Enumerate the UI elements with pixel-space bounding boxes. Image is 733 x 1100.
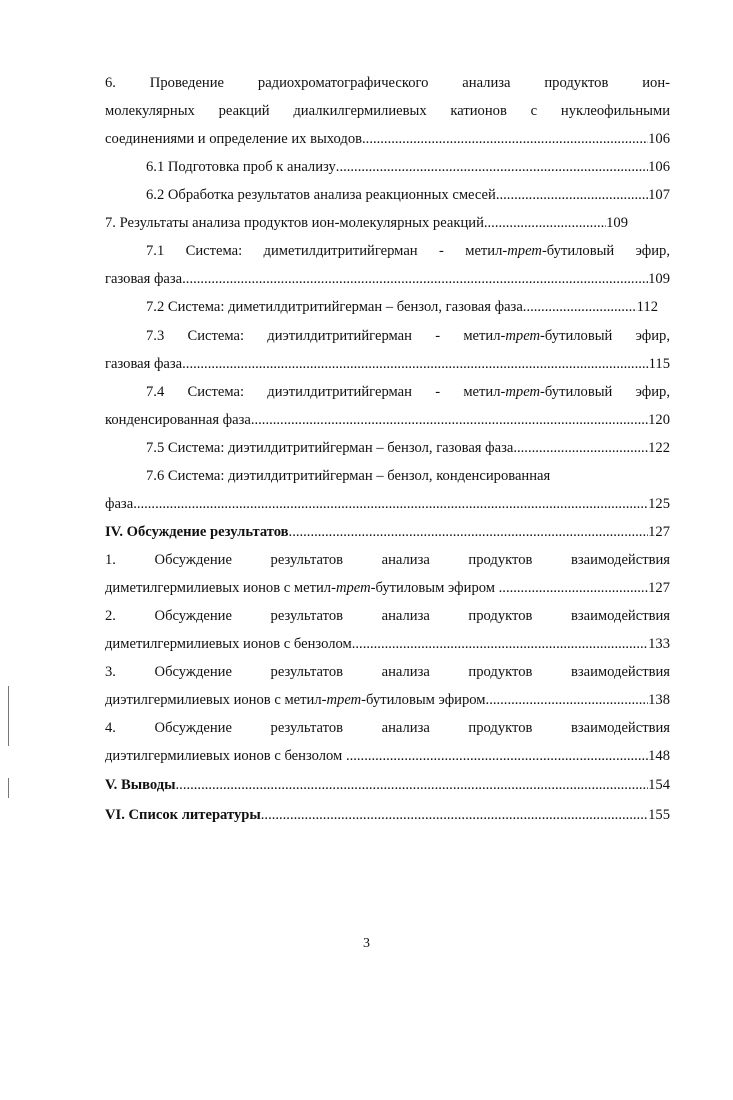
text-segment: -бутиловый эфир, xyxy=(540,384,670,400)
toc-entry-title: 7.5 Система: диэтилдитритийгерман – бензол, газовая фаза xyxy=(146,440,514,456)
toc-entry-title: конденсированная фаза xyxy=(105,412,251,428)
toc-page-number: 109 xyxy=(606,215,628,231)
toc-entry-title: газовая фаза xyxy=(105,356,183,372)
toc-entry-iv-3-line2 xyxy=(105,690,670,710)
text-segment: -бутиловым эфиром xyxy=(361,692,486,708)
toc-entry-title: 7.2 Система: диметилдитритийгерман – бензол, газовая фаза xyxy=(146,299,523,315)
dot-leader xyxy=(336,157,648,177)
toc-entry-iv-2-line2 xyxy=(105,634,670,654)
toc-entry-iv-1-line2 xyxy=(105,578,670,598)
dot-leader xyxy=(251,410,648,430)
dot-leader xyxy=(496,185,648,205)
dot-leader xyxy=(486,690,649,710)
dot-leader xyxy=(261,805,648,825)
toc-entry-6-line1: 6. Проведение радиохроматографического анализа продуктов ион- xyxy=(105,75,670,91)
text-segment: диэтилгермилиевых ионов с метил- xyxy=(105,692,327,708)
dot-leader xyxy=(513,438,648,458)
toc-entry-title: диэтилгермилиевых ионов с бензолом xyxy=(105,748,346,764)
toc-entry-7-3-line1 xyxy=(146,326,670,346)
dot-leader xyxy=(362,129,648,149)
toc-entry-title: соединениями и определение их выходов xyxy=(105,131,363,147)
toc-page-number: 155 xyxy=(648,807,670,823)
toc-entry-title: газовая фаза xyxy=(105,271,183,287)
dot-leader xyxy=(523,297,637,317)
toc-entry-7-3-line2 xyxy=(105,354,670,374)
toc-entry-6-line2: молекулярных реакций диалкилгермилиевых катионов с нуклеофильными xyxy=(105,103,670,119)
italic-text: трет xyxy=(326,692,362,708)
dot-leader xyxy=(182,269,648,289)
text-segment: -бутиловый эфир, xyxy=(540,328,670,344)
toc-entry-iv-4-line2 xyxy=(105,746,670,766)
dot-leader xyxy=(499,578,648,598)
toc-page-number: 120 xyxy=(648,412,670,428)
dot-leader xyxy=(346,746,648,766)
toc-entry-title: V. Выводы xyxy=(105,777,176,793)
toc-entry-title: VI. Список литературы xyxy=(105,807,261,823)
toc-entry-title xyxy=(105,690,486,710)
toc-chapter-iv xyxy=(105,522,670,542)
toc-entry-6-2 xyxy=(146,185,670,205)
toc-entry-7-6-line1: 7.6 Система: диэтилдитритийгерман – бензол, конденсированная xyxy=(146,468,551,484)
toc-page-number: 148 xyxy=(648,748,670,764)
toc-page-number: 115 xyxy=(648,356,670,372)
italic-text: трет xyxy=(505,328,541,344)
toc-page-number: 112 xyxy=(636,299,658,315)
toc-entry-7-4-line1 xyxy=(146,382,670,402)
toc-entry-title: 6.2 Обработка результатов анализа реакционных смесей xyxy=(146,187,496,203)
toc-entry-7-5 xyxy=(146,438,670,458)
toc-page-number: 122 xyxy=(648,440,670,456)
dot-leader xyxy=(133,494,648,514)
text-segment: -бутиловым эфиром xyxy=(370,580,499,596)
toc-entry-title: диметилгермилиевых ионов с бензолом xyxy=(105,636,352,652)
toc-page-number: 154 xyxy=(648,777,670,793)
scan-mark xyxy=(8,778,9,798)
italic-text: трет xyxy=(507,243,542,259)
toc-entry-7-4-line2 xyxy=(105,410,670,430)
toc-entry-title: 7. Результаты анализа продуктов ион-молекулярных реакций xyxy=(105,215,484,231)
toc-chapter-vi xyxy=(105,805,670,825)
toc-entry-7 xyxy=(105,213,628,233)
toc-page-number: 138 xyxy=(648,692,670,708)
text-segment: диметилгермилиевых ионов с метил- xyxy=(105,580,336,596)
page-number: 3 xyxy=(363,936,370,951)
toc-entry-iv-3-line1: 3. Обсуждение результатов анализа продуктов взаимодействия xyxy=(105,664,670,680)
toc-entry-7-2 xyxy=(146,297,658,317)
toc-entry-7-1-line2 xyxy=(105,269,670,289)
toc-entry-iv-2-line1: 2. Обсуждение результатов анализа продуктов взаимодействия xyxy=(105,608,670,624)
toc-entry-7-6-line2 xyxy=(105,494,670,514)
toc-page-number: 127 xyxy=(648,580,670,596)
italic-text: трет xyxy=(505,384,541,400)
toc-entry-title: 6.1 Подготовка проб к анализу xyxy=(146,159,336,175)
toc-page-number: 107 xyxy=(648,187,670,203)
toc-entry-title xyxy=(105,578,499,598)
dot-leader xyxy=(484,213,606,233)
text-segment: -бутиловый эфир, xyxy=(541,243,670,259)
text-segment: 7.1 Система: диметилдитритийгерман - метил- xyxy=(146,243,508,259)
toc-chapter-v xyxy=(105,775,670,795)
dot-leader xyxy=(289,522,649,542)
toc-page-number: 106 xyxy=(648,159,670,175)
text-segment: 7.4 Система: диэтилдитритийгерман - метил- xyxy=(146,384,506,400)
toc-entry-iv-1-line1: 1. Обсуждение результатов анализа продуктов взаимодействия xyxy=(105,552,670,568)
dot-leader xyxy=(352,634,648,654)
toc-page-number: 133 xyxy=(648,636,670,652)
toc-entry-7-1-line1 xyxy=(146,241,670,261)
toc-entry-title: фаза xyxy=(105,496,134,512)
toc-page-number: 109 xyxy=(648,271,670,287)
toc-entry-title: IV. Обсуждение результатов xyxy=(105,524,289,540)
dot-leader xyxy=(176,775,649,795)
scan-mark xyxy=(8,686,9,746)
toc-page-number: 127 xyxy=(648,524,670,540)
toc-entry-6-line3 xyxy=(105,129,670,149)
text-segment: 7.3 Система: диэтилдитритийгерман - метил- xyxy=(146,328,506,344)
dot-leader xyxy=(182,354,648,374)
toc-page-number: 106 xyxy=(648,131,670,147)
italic-text: трет xyxy=(335,580,371,596)
toc-entry-6-1 xyxy=(146,157,670,177)
toc-entry-iv-4-line1: 4. Обсуждение результатов анализа продуктов взаимодействия xyxy=(105,720,670,736)
toc-page-number: 125 xyxy=(648,496,670,512)
